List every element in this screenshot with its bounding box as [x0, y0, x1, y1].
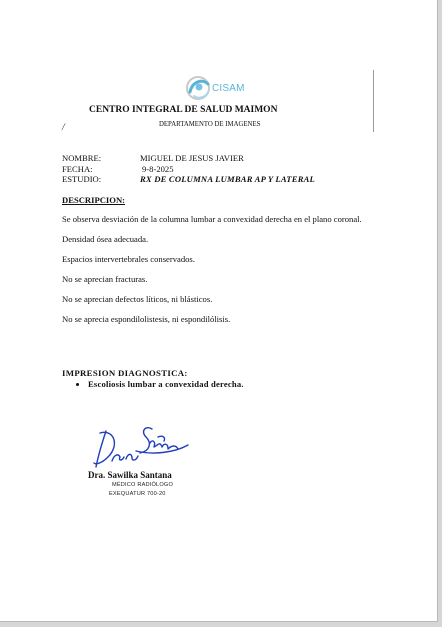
- logo-text: CISAM: [212, 83, 245, 94]
- impression-list: [62, 379, 244, 389]
- study-value: RX DE COLUMNA LUMBAR AP Y LATERAL: [140, 174, 316, 185]
- description-paragraph: Espacios intervertebrales conservados.: [62, 254, 195, 264]
- study-label: ESTUDIO:: [62, 174, 102, 185]
- description-heading: DESCRIPCION:: [62, 195, 126, 205]
- center-name: CENTRO INTEGRAL DE SALUD MAIMON: [89, 105, 278, 115]
- description-paragraph: Densidad ósea adecuada.: [62, 234, 149, 244]
- description-paragraph: No se aprecia espondilolistesis, ni espondilólisis.: [62, 314, 231, 324]
- date-value: 9-8-2025: [142, 163, 174, 174]
- department-name: DEPARTAMENTO DE IMAGENES: [159, 121, 261, 128]
- signatory-role: MÉDICO RADIÓLOGO: [112, 482, 174, 488]
- handwritten-signature: [92, 423, 192, 471]
- description-paragraph: No se aprecian fracturas.: [62, 274, 148, 284]
- cisam-logo: [184, 74, 254, 104]
- impression-heading: IMPRESION DIAGNOSTICA:: [62, 368, 188, 378]
- name-label: NOMBRE:: [62, 153, 102, 163]
- name-value: MIGUEL DE JESUS JAVIER: [140, 153, 244, 163]
- description-paragraph: Se observa desviación de la columna lumbar a convexidad derecha en el plano coronal.: [62, 214, 362, 224]
- description-paragraph: No se aprecian defectos líticos, ni blásticos.: [62, 294, 213, 304]
- cisam-logo-icon: [184, 74, 214, 104]
- signatory-name: Dra. Sawilka Santana: [88, 470, 172, 480]
- impression-item: • Escoliosis lumbar a convexidad derecha.: [88, 379, 244, 389]
- description-body: [62, 214, 372, 334]
- date-label: FECHA:: [62, 163, 93, 174]
- signatory-exequatur: EXEQUATUR 700-20: [109, 491, 166, 497]
- text-cursor-mark: /: [61, 122, 66, 133]
- margin-guide-line: [373, 70, 374, 132]
